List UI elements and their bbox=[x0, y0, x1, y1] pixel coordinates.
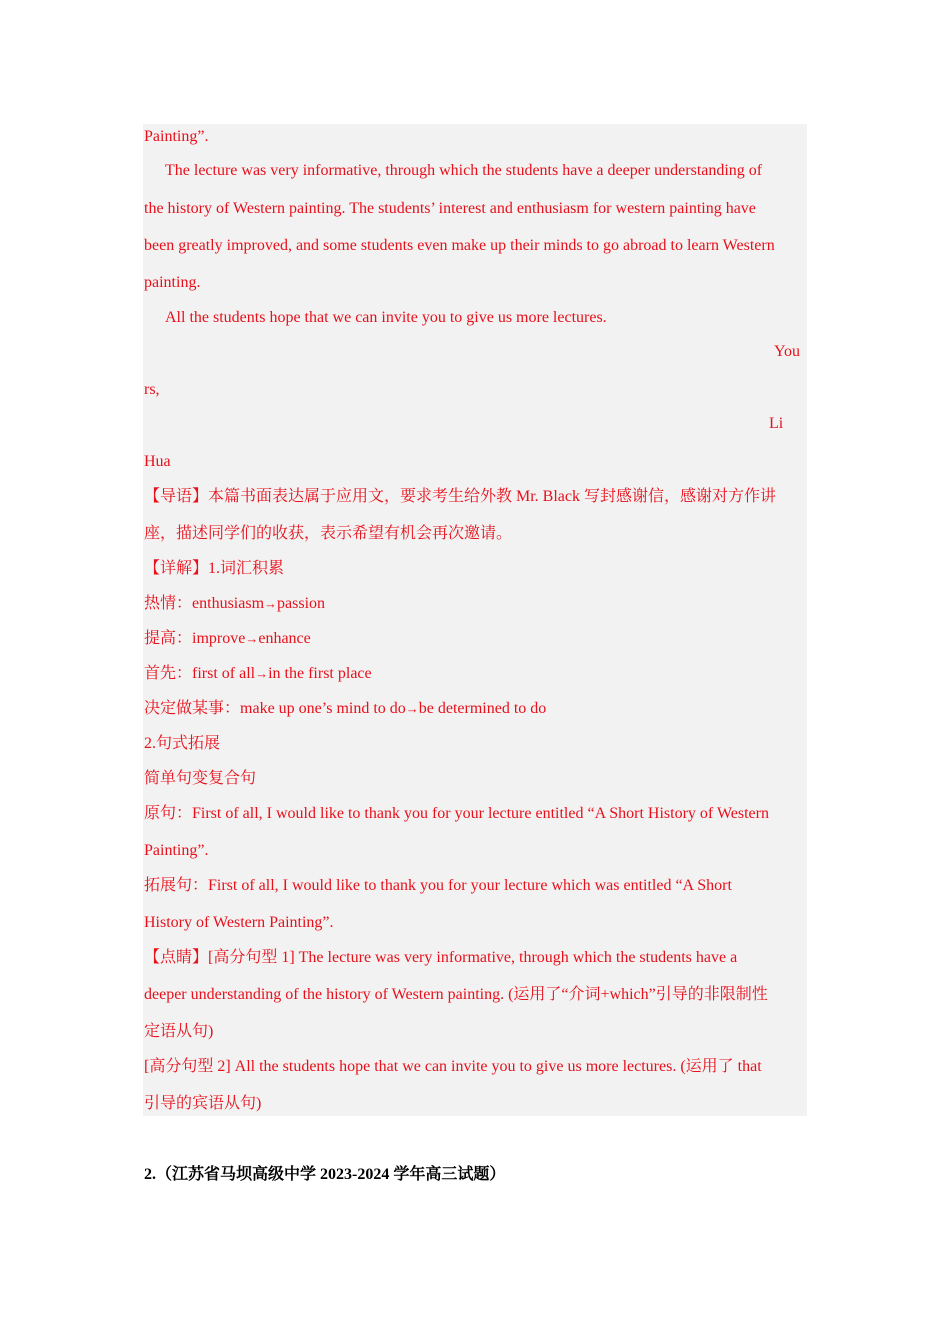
sentence-subheading: 简单句变复合句 bbox=[144, 770, 257, 787]
vocab-from: make up one’s mind to do bbox=[240, 700, 406, 717]
letter-paragraph-line: All the students hope that we can invite you to give us more lectures. bbox=[165, 309, 607, 326]
letter-paragraph-line: painting. bbox=[144, 274, 201, 291]
question-heading: 2.（江苏省马坝高级中学 2023-2024 学年高三试题） bbox=[144, 1166, 506, 1183]
letter-paragraph-line: The lecture was very informative, through which the students have a deeper understanding of bbox=[165, 162, 763, 179]
letter-signature: Li bbox=[769, 415, 784, 432]
original-sentence: Painting”. bbox=[144, 842, 209, 859]
sentence-heading: 2.句式拓展 bbox=[144, 735, 221, 752]
vocab-from: improve bbox=[192, 630, 246, 647]
letter-signature: Hua bbox=[144, 453, 171, 470]
vocab-to: be determined to do bbox=[418, 700, 547, 717]
vocab-label: 决定做某事： bbox=[144, 700, 241, 717]
guide-text: 【导语】本篇书面表达属于应用文，要求考生给外教 Mr. Black 写封感谢信，感谢对方作讲 bbox=[144, 488, 776, 505]
detail-heading: 【详解】1.词汇积累 bbox=[144, 560, 285, 577]
letter-closing: You bbox=[774, 343, 800, 360]
letter-line: Painting”. bbox=[144, 128, 209, 145]
vocab-item bbox=[144, 594, 325, 614]
guide-text: 座，描述同学们的收获，表示希望有机会再次邀请。 bbox=[144, 525, 513, 542]
vocab-item bbox=[144, 699, 546, 719]
vocab-label: 热情： bbox=[144, 595, 193, 612]
original-sentence: 原句：First of all, I would like to thank you for your lecture entitled “A Short History of Western bbox=[144, 805, 769, 822]
arrow-icon: → bbox=[405, 701, 419, 716]
vocab-item bbox=[144, 629, 311, 649]
highlight-point: 定语从句) bbox=[144, 1023, 214, 1040]
arrow-icon: → bbox=[264, 596, 278, 611]
letter-paragraph-line: the history of Western painting. The students’ interest and enthusiasm for western painting have bbox=[144, 200, 756, 217]
vocab-to: passion bbox=[277, 595, 326, 612]
vocab-item bbox=[144, 664, 372, 684]
arrow-icon: → bbox=[255, 666, 269, 681]
highlight-point: [高分句型 2] All the students hope that we can invite you to give us more lectures. (运用了 that bbox=[144, 1058, 762, 1075]
vocab-label: 提高： bbox=[144, 630, 193, 647]
arrow-icon: → bbox=[245, 631, 259, 646]
vocab-from: enthusiasm bbox=[192, 595, 265, 612]
extended-sentence: 拓展句：First of all, I would like to thank you for your lecture which was entitled “A Short bbox=[144, 877, 732, 894]
highlight-point: 引导的宾语从句) bbox=[144, 1095, 262, 1112]
highlight-point: deeper understanding of the history of Western painting. (运用了“介词+which”引导的非限制性 bbox=[144, 986, 768, 1003]
highlight-point: 【点睛】[高分句型 1] The lecture was very informative, through which the students have a bbox=[144, 949, 738, 966]
vocab-from: first of all bbox=[192, 665, 256, 682]
vocab-label: 首先： bbox=[144, 665, 193, 682]
vocab-to: enhance bbox=[258, 630, 311, 647]
extended-sentence: History of Western Painting”. bbox=[144, 914, 334, 931]
letter-closing: rs, bbox=[144, 381, 160, 398]
letter-paragraph-line: been greatly improved, and some students even make up their minds to go abroad to learn Western bbox=[144, 237, 775, 254]
vocab-to: in the first place bbox=[268, 665, 372, 682]
